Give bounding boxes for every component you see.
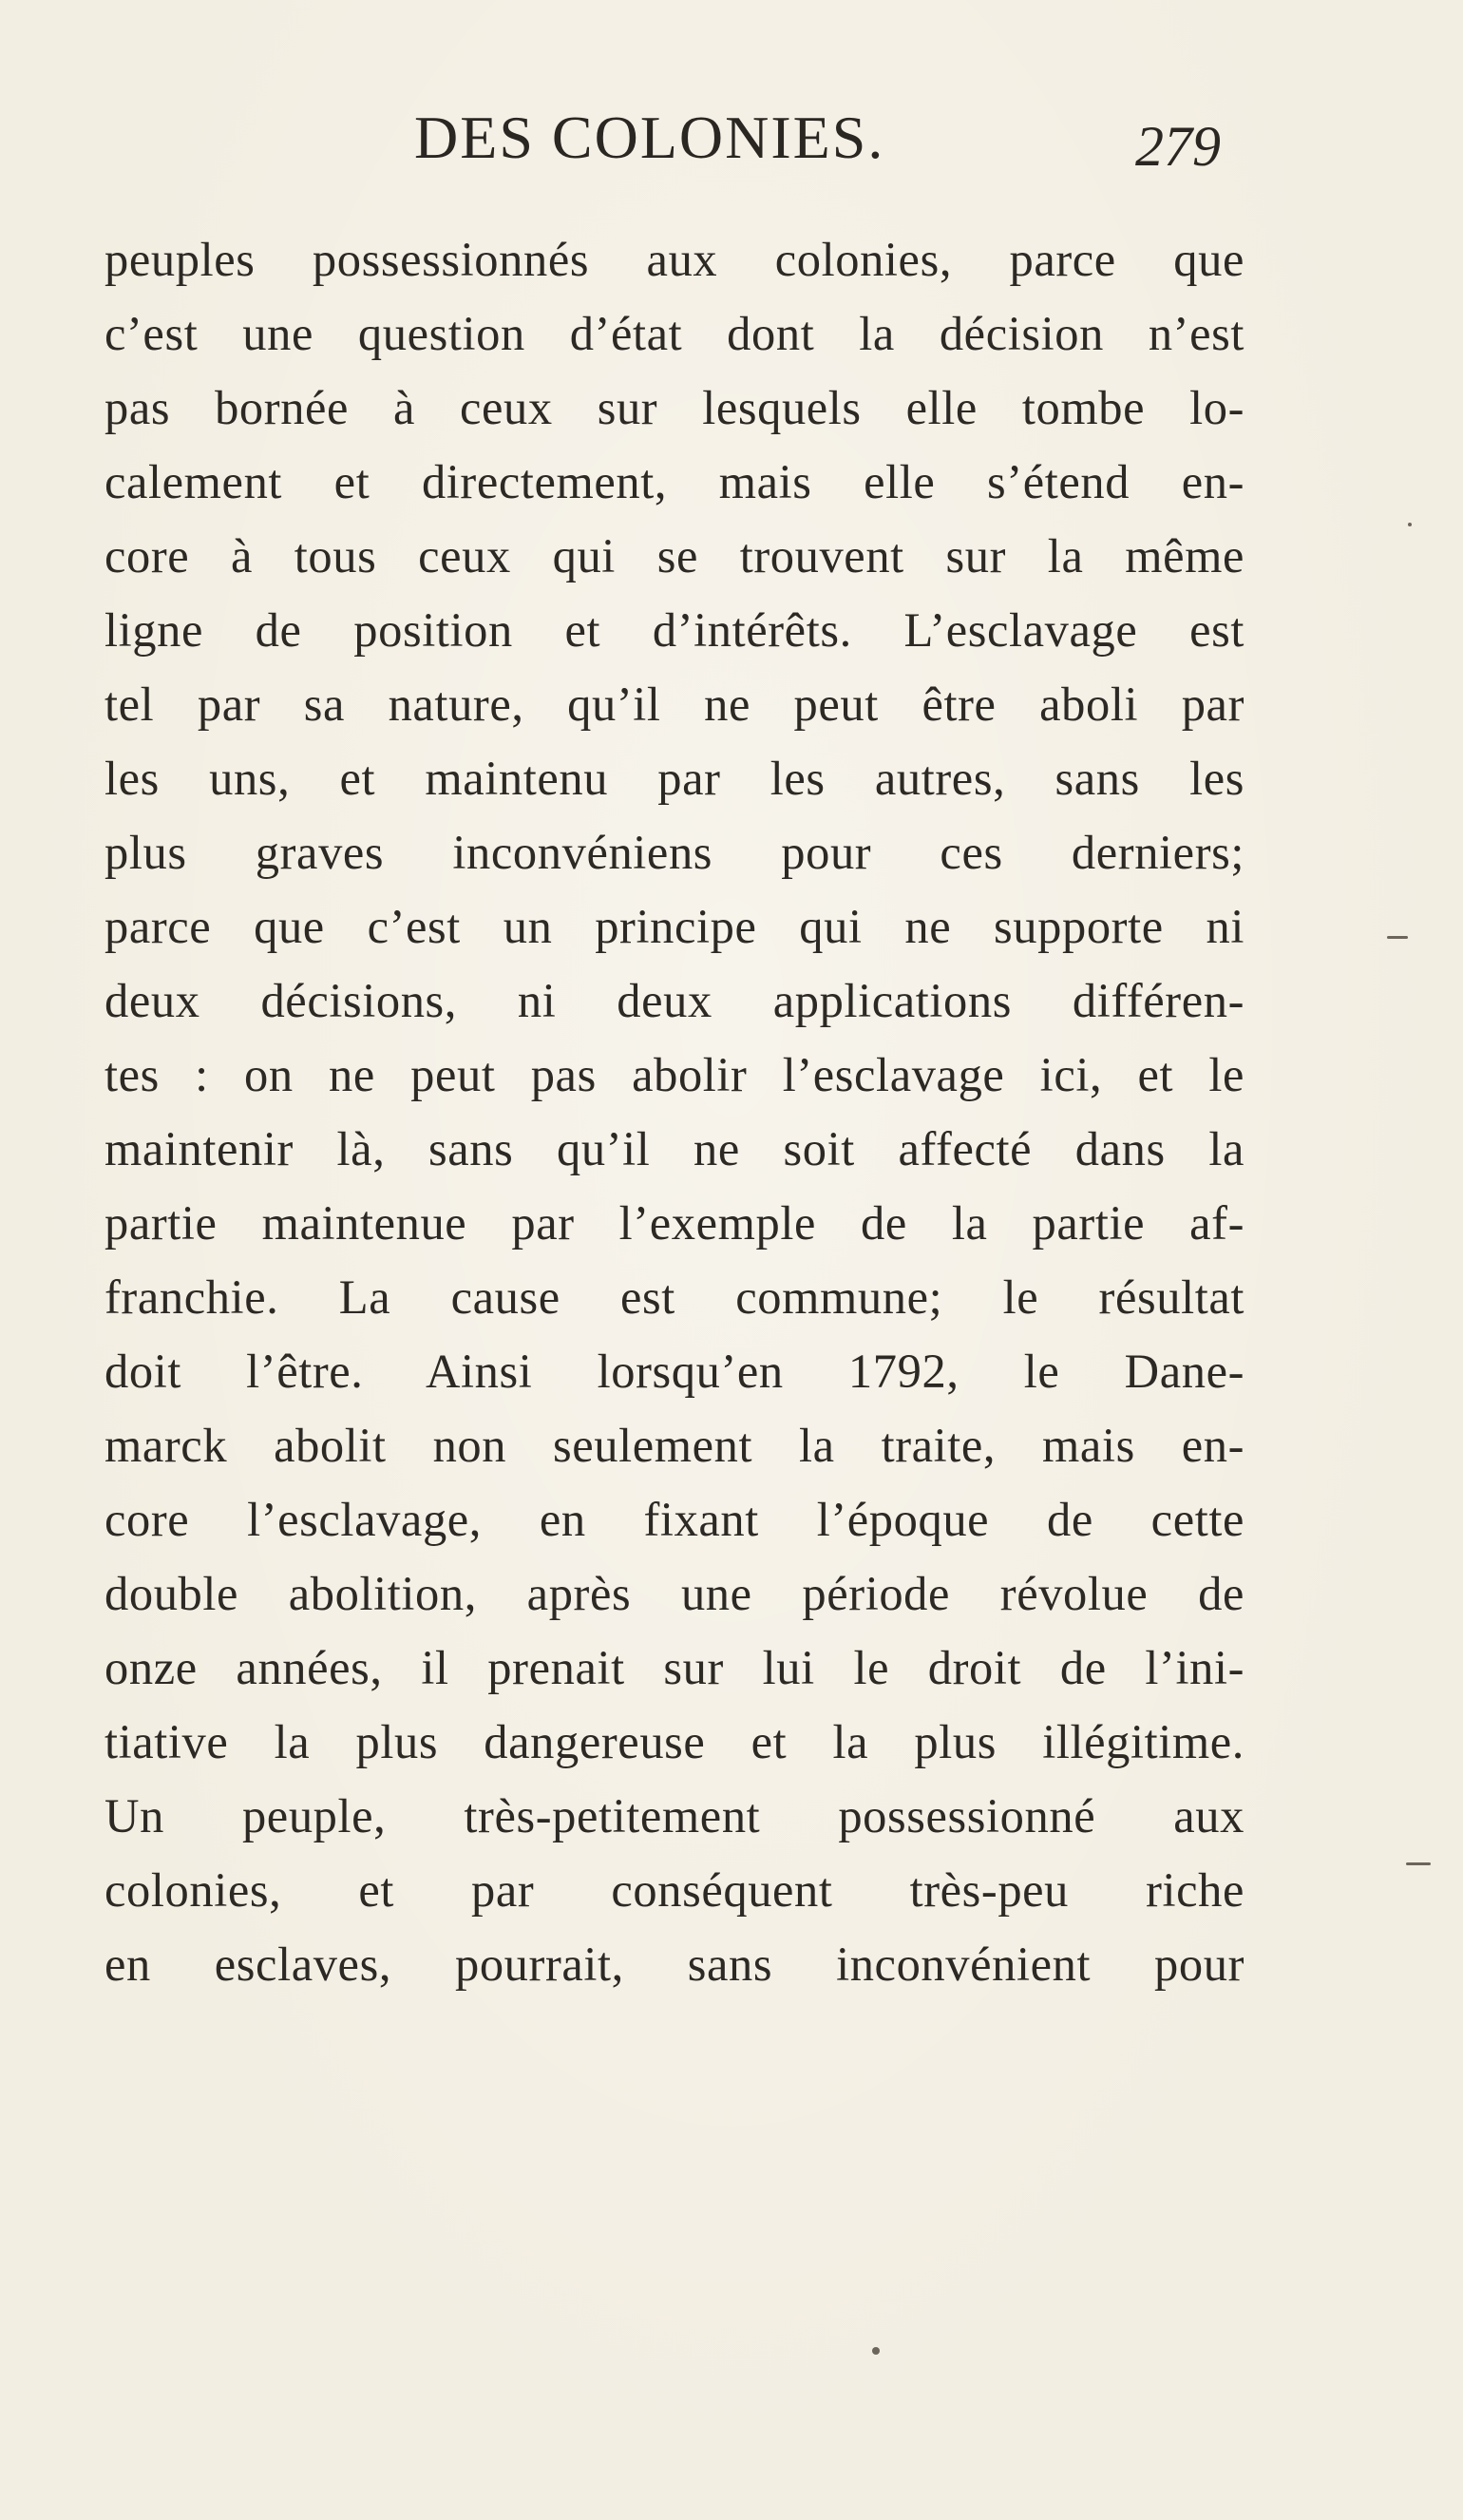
text-line: marck abolit non seulement la traite, mais en-	[104, 1419, 1244, 1472]
text-line: parce que c’est un principe qui ne supporte ni	[104, 900, 1244, 953]
text-line: plus graves inconvéniens pour ces derniers;	[104, 826, 1244, 879]
text-line: partie maintenue par l’exemple de la partie af-	[104, 1196, 1244, 1250]
text-line: ligne de position et d’intérêts. L’esclavage est	[104, 603, 1244, 657]
text-line: tel par sa nature, qu’il ne peut être aboli par	[104, 678, 1244, 731]
paper-speck	[1406, 1862, 1431, 1865]
text-line: pas bornée à ceux sur lesquels elle tombe lo-	[104, 381, 1244, 434]
text-line: les uns, et maintenu par les autres, sans les	[104, 752, 1244, 805]
text-line: en esclaves, pourrait, sans inconvénient pour	[104, 1938, 1244, 1991]
text-line: double abolition, après une période révolue de	[104, 1567, 1244, 1620]
text-line: peuples possessionnés aux colonies, parce que	[104, 233, 1244, 286]
paper-speck	[1408, 523, 1412, 526]
page-number: 279	[1135, 115, 1221, 178]
text-line: colonies, et par conséquent très-peu riche	[104, 1863, 1244, 1917]
text-line: maintenir là, sans qu’il ne soit affecté dans la	[104, 1122, 1244, 1175]
text-line: tiative la plus dangereuse et la plus illégitime.	[104, 1715, 1244, 1768]
text-line: calement et directement, mais elle s’étend en-	[104, 455, 1244, 508]
text-line: onze années, il prenait sur lui le droit de l’ini-	[104, 1641, 1244, 1694]
paper-speck	[872, 2347, 880, 2355]
text-line: c’est une question d’état dont la décision n’est	[104, 307, 1244, 360]
body-text	[104, 222, 1244, 2001]
text-line: deux décisions, ni deux applications différen-	[104, 974, 1244, 1027]
text-line: core à tous ceux qui se trouvent sur la même	[104, 529, 1244, 582]
text-line: Un peuple, très-petitement possessionné aux	[104, 1789, 1244, 1842]
text-line: core l’esclavage, en fixant l’époque de cette	[104, 1493, 1244, 1546]
paper-speck	[1387, 936, 1408, 939]
text-line: franchie. La cause est commune; le résultat	[104, 1270, 1244, 1324]
running-head: DES COLONIES.	[414, 104, 885, 171]
text-line: doit l’être. Ainsi lorsqu’en 1792, le Dane-	[104, 1345, 1244, 1398]
text-line: tes : on ne peut pas abolir l’esclavage ici, et le	[104, 1048, 1244, 1101]
